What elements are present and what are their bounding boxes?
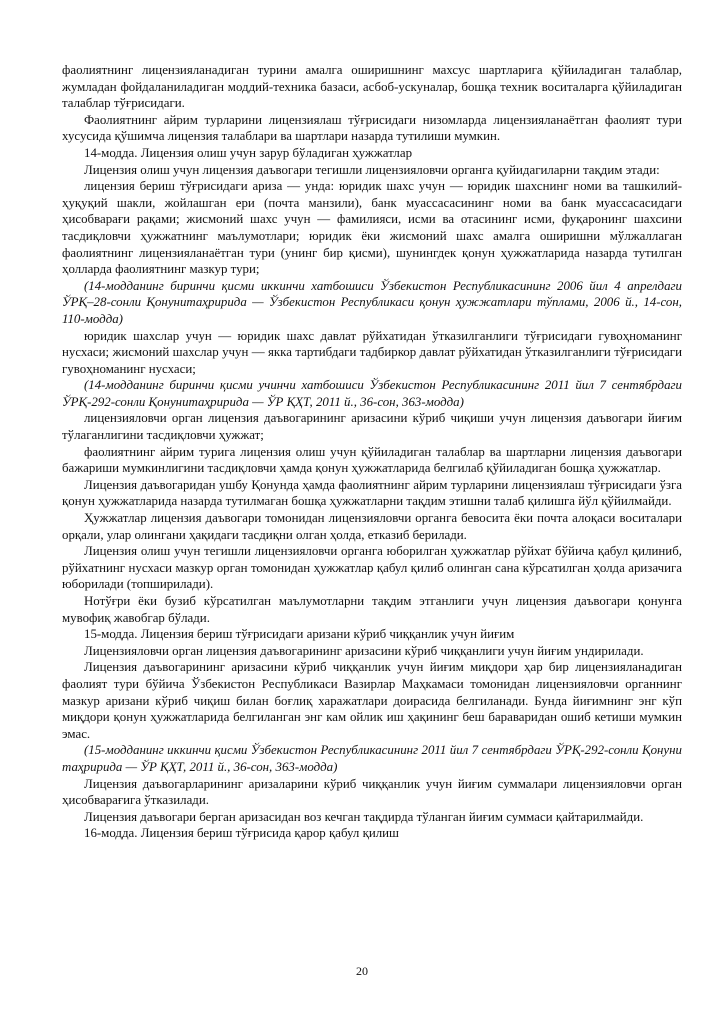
article-heading: 16-модда. Лицензия бериш тўғрисида қарор қабул қилиш bbox=[84, 826, 399, 841]
document-body bbox=[62, 62, 682, 842]
paragraph: Лицензия даъвогарларининг аризаларини кўриб чиққанлик учун йиғим суммалари лицензияловчи орган ҳисобварағига ўтказилади. bbox=[62, 776, 682, 808]
paragraph: Нотўғри ёки бузиб кўрсатилган маълумотларни тақдим этганлиги учун лицензия даъвогари қонунга мувофиқ жавобгар бўлади. bbox=[62, 594, 682, 625]
paragraph: фаолиятнинг лицензияланадиган турини амалга оширишнинг махсус шартларига қўйиладиган талаблар, жумладан фойдаланиладиган моддий-техника базаси, асбоб-ускуналар, бошқа техник воситаларга қўйиладиган талаблар тўғрисидаги. bbox=[62, 63, 682, 111]
paragraph: Лицензия олиш учун лицензия даъвогари тегишли лицензияловчи органга қуйидагиларни тақдим этади: bbox=[84, 162, 660, 177]
paragraph: юридик шахслар учун — юридик шахс давлат рўйхатидан ўтказилганлиги тўғрисидаги гувоҳноманинг нусхаси; жисмоний шахслар учун — якка тартибдаги тадбиркор давлат рўйхатидан ўтказилганлиги тўғрисидаги гувоҳноманинг нусхаси; bbox=[62, 328, 682, 376]
paragraph: Лицензия даъвогаридан ушбу Қонунда ҳамда фаолиятнинг айрим турларини лицензиялаш тўғрисидаги ўзга қонун ҳужжатларида назарда тутилмаган бошқа ҳужжатларни тақдим этишни талаб қилишга йўл қўйилмайди. bbox=[62, 477, 682, 509]
paragraph: Лицензия олиш учун тегишли лицензияловчи органга юборилган ҳужжатлар рўйхат бўйича қабул қилиниб, рўйхатнинг нусхаси мазкур орган томонидан ҳужжатлар қабул қилиб олинган сана кўрсатилган ҳолда аризачига юборилади (топширилади). bbox=[62, 544, 682, 592]
amendment-note: (15-модданинг иккинчи қисми Ўзбекистон Республикасининг 2011 йил 7 сентябрдаги ЎРҚ-292-сонли Қонуни таҳририда — ЎР ҚҲТ, 2011 й., 36-сон, 363-модда) bbox=[62, 743, 682, 774]
paragraph: Лицензияловчи орган лицензия даъвогарининг аризасини кўриб чиққанлиги учун йиғим ундирилади. bbox=[84, 643, 644, 658]
paragraph: лицензия бериш тўғрисидаги ариза — унда: юридик шахс учун — юридик шахснинг номи ва ташкилий-ҳуқуқий шакли, жойлашган ери (почта манзили), банк муассасасининг номи ва банк муассасасидаги ҳисобварағи рақами; жисмоний шахс учун — фамилияси, исми ва отасининг исми, фуқаронинг шахсини тасдиқловчи ҳужжатнинг маълумотлари; юридик ёки жисмоний шахс амалга оширишни мўлжаллаган фаолиятнинг лицензияланаётган тури (унинг бир қисми), шунингдек қонун ҳужжатларида назарда тутилган ҳолларда фаолиятнинг мазкур тури; bbox=[62, 179, 682, 277]
amendment-note: (14-модданинг биринчи қисми учинчи хатбошиси Ўзбекистон Республикасининг 2011 йил 7 сентябрдаги ЎРҚ-292-сонли Қонунитаҳририда — ЎР ҚҲТ, 2011 й., 36-сон, 363-модда) bbox=[62, 378, 682, 409]
paragraph: лицензияловчи орган лицензия даъвогарининг аризасини кўриб чиқиши учун лицензия даъвогари йиғим тўлаганлигини тасдиқловчи ҳужжат; bbox=[62, 411, 682, 443]
article-heading: 14-модда. Лицензия олиш учун зарур бўладиган ҳужжатлар bbox=[84, 145, 413, 160]
paragraph: Лицензия даъвогари берган аризасидан воз кечган тақдирда тўланган йиғим суммаси қайтарилмайди. bbox=[84, 809, 644, 824]
article-heading: 15-модда. Лицензия бериш тўғрисидаги аризани кўриб чиққанлик учун йиғим bbox=[84, 627, 515, 642]
page-number: 20 bbox=[356, 964, 368, 978]
paragraph: фаолиятнинг айрим турига лицензия олиш учун қўйиладиган талаблар ва шартларни лицензия даъвогари бажариши мумкинлигини тасдиқловчи ҳамда қонун ҳужжатларида белгилаб қўйиладиган бошқа ҳужжатлар. bbox=[62, 444, 682, 476]
paragraph: Фаолиятнинг айрим турларини лицензиялаш тўғрисидаги низомларда лицензияланаётган фаолият тури хусусида қўшимча лицензия талаблари ва шартлари назарда тутилиши мумкин. bbox=[62, 112, 682, 144]
amendment-note: (14-модданинг биринчи қисми иккинчи хатбошиси Ўзбекистон Республикасининг 2006 йил 4 апрелдаги ЎРҚ–28-сонли Қонунитаҳририда — Ўзбекистон Республикаси қонун ҳужжатлари тўплами, 2006 й., 14-сон, 110-модда) bbox=[62, 278, 682, 326]
paragraph: Ҳужжатлар лицензия даъвогари томонидан лицензияловчи органга бевосита ёки почта алоқаси воситалари орқали, улар олингани ҳақидаги тасдиқни олган ҳолда, етказиб берилади. bbox=[62, 511, 682, 542]
paragraph: Лицензия даъвогарининг аризасини кўриб чиққанлик учун йиғим миқдори ҳар бир лицензияланадиган фаолият тури бўйича Ўзбекистон Республикаси Вазирлар Маҳкамаси томонидан лицензияловчи органнинг мазкур аризани кўриб чиқиш билан боғлиқ харажатлари доирасида белгиланади. Бунда йиғимнинг энг кўп миқдори қонун ҳужжатларида белгиланган энг кам ойлик иш ҳақининг беш бараваридан ошиб кетиши мумкин эмас. bbox=[62, 660, 682, 741]
